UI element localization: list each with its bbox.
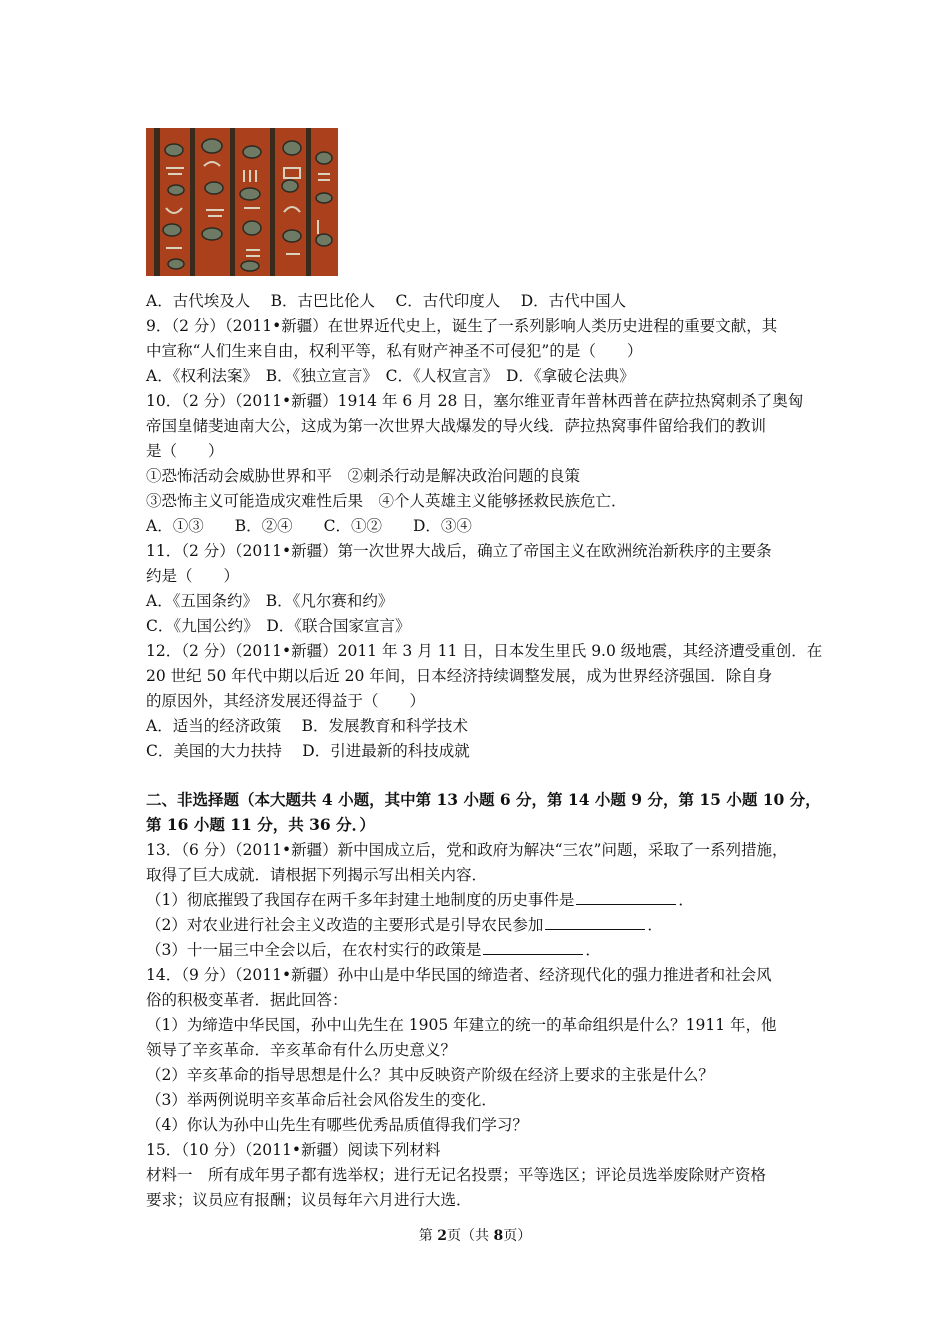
q13-stem-line2: 取得了巨大成就．请根据下列揭示写出相关内容． <box>146 866 488 884</box>
q12-options2: C．美国的大力扶持 D．引进最新的科技成就 <box>146 742 470 760</box>
q10-stem-line1: 10．（2 分）（2011•新疆）1914 年 6 月 28 日，塞尔维亚青年普林西普在萨拉热窝刺杀了奥匈 <box>146 392 804 410</box>
q12-stem-line3: 的原因外，其经济发展还得益于（ ） <box>146 692 426 710</box>
q9-stem-line2: 中宣称“人们生来自由，权利平等，私有财产神圣不可侵犯”的是（ ） <box>146 342 643 360</box>
answer-blank[interactable] <box>576 888 676 905</box>
q14-sub1-line1: （1）为缔造中华民国，孙中山先生在 1905 年建立的统一的革命组织是什么？1911 年，他 <box>146 1016 777 1034</box>
q8-options: A．古代埃及人 B．古巴比伦人 C．古代印度人 D．古代中国人 <box>146 292 627 310</box>
q10-item1: ①恐怖活动会威胁世界和平 ②刺杀行动是解决政治问题的良策 <box>146 467 581 485</box>
q13-sub3 <box>146 938 601 962</box>
q9-options: A．《权利法案》 B．《独立宣言》 C．《人权宣言》 D．《拿破仑法典》 <box>146 367 635 385</box>
q14-sub4: （4）你认为孙中山先生有哪些优秀品质值得我们学习？ <box>146 1116 528 1134</box>
q13-sub1-end: ． <box>678 891 694 909</box>
q11-options1: A．《五国条约》 B．《凡尔赛和约》 <box>146 592 394 610</box>
q14-stem-line1: 14．（9 分）（2011•新疆）孙中山是中华民国的缔造者、经济现代化的强力推进者和社会风 <box>146 966 772 984</box>
section2-heading-line1: 二、非选择题（本大题共 4 小题，其中第 13 小题 6 分，第 14 小题 9 分，第 15 小题 10 分， <box>146 790 821 809</box>
footer-page-number: 2 <box>437 1228 447 1244</box>
page-footer <box>0 1226 950 1246</box>
footer-middle: 页（共 <box>447 1228 494 1244</box>
q13-sub2 <box>146 913 663 937</box>
answer-blank[interactable] <box>483 938 583 955</box>
q10-stem-line2: 帝国皇储斐迪南大公，这成为第一次世界大战爆发的导火线．萨拉热窝事件留给我们的教训 <box>146 417 767 435</box>
footer-total-pages: 8 <box>493 1228 504 1244</box>
q12-stem-line1: 12．（2 分）（2011•新疆）2011 年 3 月 11 日，日本发生里氏 9.0 级地震，其经济遭受重创．在 <box>146 642 823 660</box>
q14-sub2: （2）辛亥革命的指导思想是什么？其中反映资产阶级在经济上要求的主张是什么？ <box>146 1066 714 1084</box>
hieroglyph-tablet-image <box>146 128 338 276</box>
q14-sub1-line2: 领导了辛亥革命．辛亥革命有什么历史意义？ <box>146 1041 457 1059</box>
q13-sub3-text: （3）十一届三中全会以后，在农村实行的政策是 <box>146 941 482 959</box>
answer-blank[interactable] <box>545 913 645 930</box>
q14-stem-line2: 俗的积极变革者．据此回答： <box>146 991 348 1009</box>
q10-options: A．①③ B．②④ C．①② D．③④ <box>146 517 472 535</box>
q15-material1-line2: 要求；议员应有报酬；议员每年六月进行大选． <box>146 1191 472 1209</box>
q10-stem-line3: 是（ ） <box>146 442 224 460</box>
q13-sub1 <box>146 888 694 912</box>
q11-stem-line2: 约是（ ） <box>146 567 240 585</box>
q12-stem-line2: 20 世纪 50 年代中期以后近 20 年间，日本经济持续调整发展，成为世界经济强国．除自身 <box>146 667 773 685</box>
q13-sub2-text: （2）对农业进行社会主义改造的主要形式是引导农民参加 <box>146 916 544 934</box>
q14-sub3: （3）举两例说明辛亥革命后社会风俗发生的变化． <box>146 1091 497 1109</box>
q11-stem-line1: 11．（2 分）（2011•新疆）第一次世界大战后，确立了帝国主义在欧洲统治新秩序的主要条 <box>146 542 772 560</box>
q15-stem-line1: 15．（10 分）（2011•新疆）阅读下列材料 <box>146 1141 441 1159</box>
q9-stem-line1: 9．（2 分）（2011•新疆）在世界近代史上，诞生了一系列影响人类历史进程的重要文献，其 <box>146 317 778 335</box>
q13-stem-line1: 13．（6 分）（2011•新疆）新中国成立后，党和政府为解决“三农”问题，采取了一系列措施， <box>146 841 788 859</box>
q12-options1: A．适当的经济政策 B．发展教育和科学技术 <box>146 717 469 735</box>
q15-material1-line1: 材料一 所有成年男子都有选举权；进行无记名投票；平等选区；评论员选举废除财产资格 <box>146 1166 767 1184</box>
q13-sub1-text: （1）彻底摧毁了我国存在两千多年封建土地制度的历史事件是 <box>146 891 575 909</box>
q11-options2: C．《九国公约》 D．《联合国家宣言》 <box>146 617 411 635</box>
section2-heading-line2: 第 16 小题 11 分，共 36 分．） <box>146 815 375 834</box>
footer-suffix: 页） <box>503 1228 532 1244</box>
q13-sub2-end: ． <box>647 916 663 934</box>
footer-prefix: 第 <box>418 1228 438 1244</box>
q13-sub3-end: ． <box>585 941 601 959</box>
q10-item2: ③恐怖主义可能造成灾难性后果 ④个人英雄主义能够拯救民族危亡． <box>146 492 627 510</box>
